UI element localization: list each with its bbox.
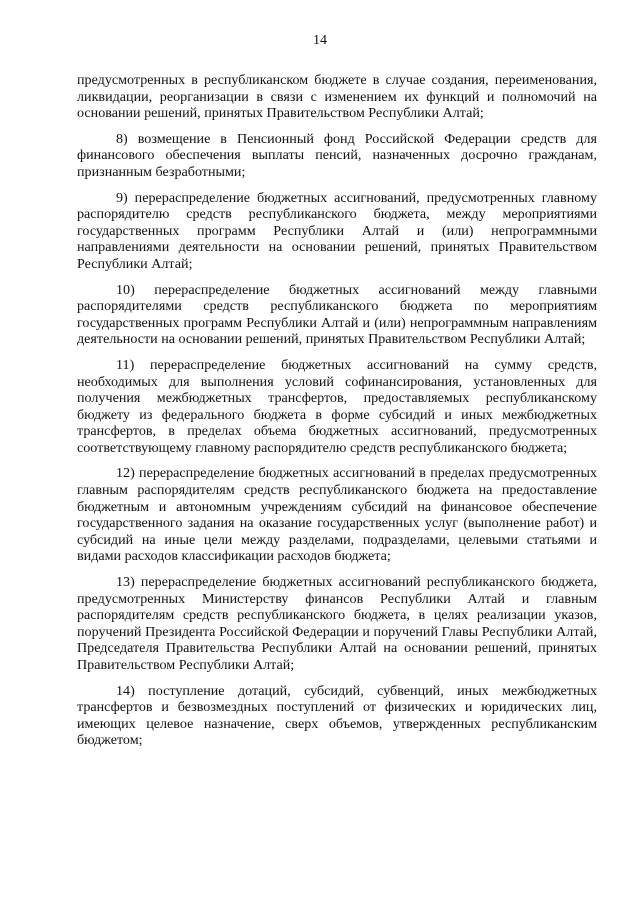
- paragraph-item-13: 13) перераспределение бюджетных ассигнований республиканского бюджета, предусмотренных Министерству финансов Республики Алтай и главным распорядителям средств республиканского бюджета, в целях реализации указов, поручений Президента Российской Федерации и поручений Главы Республики Алтай, Председателя Правительства Республики Алтай на основании решений, принятых Правительством Республики Алтай;: [77, 574, 597, 673]
- paragraph-item-8: 8) возмещение в Пенсионный фонд Российской Федерации средств для финансового обеспечения выплаты пенсий, назначенных досрочно гражданам, признанным безработными;: [77, 130, 597, 180]
- paragraph-item-12: 12) перераспределение бюджетных ассигнований в пределах предусмотренных главным распорядителям средств республиканского бюджета на предоставление бюджетным и автономным учреждениям субсидий на финансовое обеспечение государственного задания на оказание государственных услуг (выполнение работ) и субсидий на иные цели между разделами, подразделами, целевыми статьями и видами расходов классификации расходов бюджета;: [77, 465, 597, 565]
- paragraph-item-9: 9) перераспределение бюджетных ассигнований, предусмотренных главному распорядителю средств республиканского бюджета, между мероприятиями государственных программ Республики Алтай и (или) непрограммными направлениями деятельности на основании решений, принятых Правительством Республики Алтай;: [77, 189, 597, 272]
- paragraph-item-10: 10) перераспределение бюджетных ассигнований между главными распорядителями средств республиканского бюджета по мероприятиям государственных программ Республики Алтай и (или) непрограммным направлениям деятельности на основании решений, принятых Правительством Республики Алтай;: [77, 281, 597, 348]
- page-number: 14: [313, 33, 327, 48]
- paragraph-item-11: 11) перераспределение бюджетных ассигнований на сумму средств, необходимых для выполнения условий софинансирования, установленных для получения межбюджетных трансфертов, предоставляемых республиканскому бюджету из федерального бюджета в форме субсидий и иных межбюджетных трансфертов, в пределах объема бюджетных ассигнований, предусмотренных соответствующему главному распорядителю средств республиканского бюджета;: [77, 356, 597, 456]
- document-body: [77, 72, 597, 758]
- paragraph-continuation: предусмотренных в республиканском бюджете в случае создания, переименования, ликвидации, реорганизации в связи с изменением их функций и полномочий на основании решений, принятых Правительством Республики Алтай;: [77, 72, 597, 122]
- paragraph-item-14: 14) поступление дотаций, субсидий, субвенций, иных межбюджетных трансфертов и безвозмездных поступлений от физических и юридических лиц, имеющих целевое назначение, сверх объемов, утвержденных республиканским бюджетом;: [77, 682, 597, 749]
